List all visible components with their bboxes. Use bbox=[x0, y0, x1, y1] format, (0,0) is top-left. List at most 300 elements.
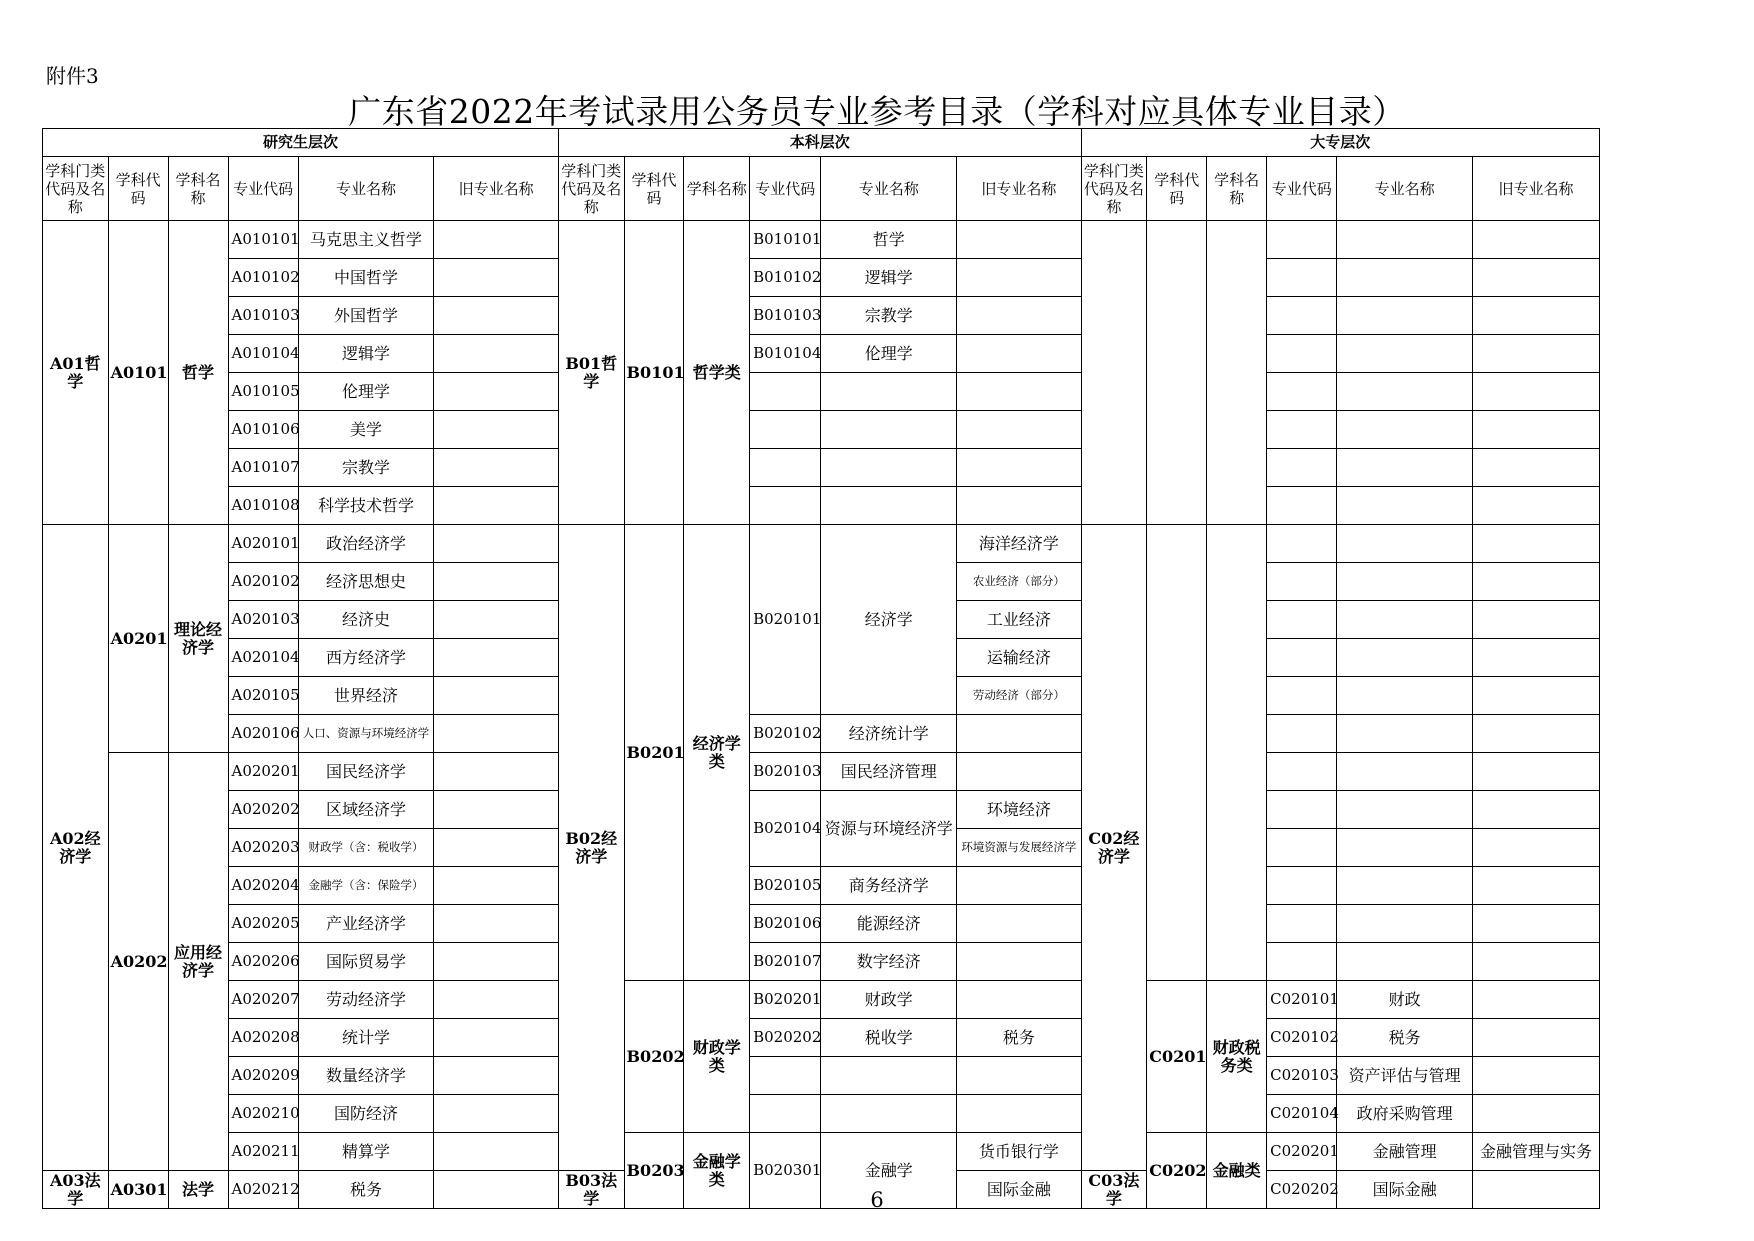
table-row bbox=[43, 335, 1600, 373]
empty-cell bbox=[1267, 259, 1337, 297]
table-cell: 哲学类 bbox=[684, 221, 750, 525]
empty-cell bbox=[957, 715, 1082, 753]
table-cell: 区域经济学 bbox=[298, 791, 434, 829]
table-cell: B020202 bbox=[750, 1019, 821, 1057]
empty-cell bbox=[1267, 373, 1337, 411]
table-cell: 财政学 bbox=[821, 981, 957, 1019]
table-cell: C020104 bbox=[1267, 1095, 1337, 1133]
table-cell: 理论经济学 bbox=[168, 525, 228, 753]
table-cell: C0202 bbox=[1147, 1133, 1207, 1209]
table-cell: 逻辑学 bbox=[821, 259, 957, 297]
table-cell: 中国哲学 bbox=[298, 259, 434, 297]
empty-cell bbox=[1337, 449, 1473, 487]
empty-cell bbox=[957, 487, 1082, 525]
table-cell: B020103 bbox=[750, 753, 821, 791]
table-row bbox=[43, 867, 1600, 905]
table-cell: 人口、资源与环境经济学 bbox=[298, 715, 434, 753]
empty-cell bbox=[1473, 221, 1600, 259]
table-viewport bbox=[42, 128, 1602, 1208]
empty-cell bbox=[750, 373, 821, 411]
table-cell: A020104 bbox=[228, 639, 298, 677]
table-cell: 环境资源与发展经济学 bbox=[957, 829, 1082, 867]
empty-cell bbox=[1267, 411, 1337, 449]
table-cell: A020202 bbox=[228, 791, 298, 829]
table-cell: 环境经济 bbox=[957, 791, 1082, 829]
table-cell: 科学技术哲学 bbox=[298, 487, 434, 525]
empty-cell bbox=[1473, 373, 1600, 411]
table-cell: 劳动经济（部分） bbox=[957, 677, 1082, 715]
table-cell: A020203 bbox=[228, 829, 298, 867]
table-cell: A020206 bbox=[228, 943, 298, 981]
table-cell: B020104 bbox=[750, 791, 821, 867]
table-cell: 海洋经济学 bbox=[957, 525, 1082, 563]
table-cell: 能源经济 bbox=[821, 905, 957, 943]
empty-cell bbox=[1267, 335, 1337, 373]
table-cell: C020201 bbox=[1267, 1133, 1337, 1171]
empty-cell bbox=[957, 373, 1082, 411]
empty-cell bbox=[434, 829, 559, 867]
empty-cell bbox=[434, 335, 559, 373]
table-cell: 宗教学 bbox=[821, 297, 957, 335]
empty-cell bbox=[1337, 297, 1473, 335]
empty-cell bbox=[1473, 1095, 1600, 1133]
col-header-major-code: 专业代码 bbox=[1267, 157, 1337, 221]
empty-cell bbox=[1207, 525, 1267, 981]
empty-cell bbox=[434, 1133, 559, 1171]
empty-cell bbox=[434, 1019, 559, 1057]
table-cell: A010108 bbox=[228, 487, 298, 525]
table-cell: A020205 bbox=[228, 905, 298, 943]
col-header-discipline-name: 学科名称 bbox=[168, 157, 228, 221]
table-cell: 财政学（含：税收学） bbox=[298, 829, 434, 867]
table-cell: 农业经济（部分） bbox=[957, 563, 1082, 601]
table-cell: B020106 bbox=[750, 905, 821, 943]
col-header-major-name: 专业名称 bbox=[821, 157, 957, 221]
page-number: 6 bbox=[870, 1188, 884, 1212]
empty-cell bbox=[1337, 221, 1473, 259]
column-header-row bbox=[43, 157, 1600, 221]
table-cell: C0201 bbox=[1147, 981, 1207, 1133]
table-row bbox=[43, 411, 1600, 449]
empty-cell bbox=[1473, 449, 1600, 487]
empty-cell bbox=[1267, 449, 1337, 487]
table-cell: 金融管理 bbox=[1337, 1133, 1473, 1171]
empty-cell bbox=[434, 1057, 559, 1095]
empty-cell bbox=[1473, 715, 1600, 753]
empty-cell bbox=[1473, 905, 1600, 943]
empty-cell bbox=[1267, 487, 1337, 525]
empty-cell bbox=[1267, 867, 1337, 905]
table-cell: 政治经济学 bbox=[298, 525, 434, 563]
table-row bbox=[43, 791, 1600, 829]
table-cell: A020209 bbox=[228, 1057, 298, 1095]
empty-cell bbox=[1473, 1057, 1600, 1095]
table-cell: 财政税务类 bbox=[1207, 981, 1267, 1133]
table-cell: A0101 bbox=[108, 221, 168, 525]
empty-cell bbox=[821, 1095, 957, 1133]
empty-cell bbox=[434, 373, 559, 411]
empty-cell bbox=[434, 791, 559, 829]
table-cell: 伦理学 bbox=[821, 335, 957, 373]
col-header-old-major-name: 旧专业名称 bbox=[957, 157, 1082, 221]
table-cell: B020201 bbox=[750, 981, 821, 1019]
col-header-discipline-code: 学科代码 bbox=[1147, 157, 1207, 221]
table-row bbox=[43, 259, 1600, 297]
table-cell: 资产评估与管理 bbox=[1337, 1057, 1473, 1095]
empty-cell bbox=[434, 1095, 559, 1133]
table-row bbox=[43, 297, 1600, 335]
empty-cell bbox=[434, 905, 559, 943]
table-cell: 逻辑学 bbox=[298, 335, 434, 373]
table-cell: C020103 bbox=[1267, 1057, 1337, 1095]
empty-cell bbox=[1267, 639, 1337, 677]
table-cell: A0201 bbox=[108, 525, 168, 753]
table-cell: 货币银行学 bbox=[957, 1133, 1082, 1171]
empty-cell bbox=[434, 221, 559, 259]
level-undergraduate: 本科层次 bbox=[558, 129, 1081, 157]
empty-cell bbox=[1267, 753, 1337, 791]
empty-cell bbox=[1267, 525, 1337, 563]
table-cell: A010102 bbox=[228, 259, 298, 297]
table-cell: 经济史 bbox=[298, 601, 434, 639]
empty-cell bbox=[1337, 715, 1473, 753]
table-cell: A010103 bbox=[228, 297, 298, 335]
table-cell: A010107 bbox=[228, 449, 298, 487]
table-cell: 财政学类 bbox=[684, 981, 750, 1133]
empty-cell bbox=[434, 411, 559, 449]
table-cell: 哲学 bbox=[168, 221, 228, 525]
empty-cell bbox=[1473, 563, 1600, 601]
table-cell: 统计学 bbox=[298, 1019, 434, 1057]
table-row bbox=[43, 715, 1600, 753]
empty-cell bbox=[1337, 943, 1473, 981]
empty-cell bbox=[1473, 639, 1600, 677]
table-cell: A020204 bbox=[228, 867, 298, 905]
empty-cell bbox=[957, 753, 1082, 791]
table-row bbox=[43, 1057, 1600, 1095]
col-header-category: 学科门类代码及名称 bbox=[43, 157, 109, 221]
empty-cell bbox=[957, 221, 1082, 259]
table-cell: A03法学 bbox=[43, 1171, 109, 1209]
table-cell: 宗教学 bbox=[298, 449, 434, 487]
empty-cell bbox=[1267, 829, 1337, 867]
empty-cell bbox=[1337, 563, 1473, 601]
empty-cell bbox=[957, 905, 1082, 943]
table-cell: 金融类 bbox=[1207, 1133, 1267, 1209]
table-cell: 国际贸易学 bbox=[298, 943, 434, 981]
empty-cell bbox=[957, 981, 1082, 1019]
table-row bbox=[43, 1019, 1600, 1057]
table-cell: A020201 bbox=[228, 753, 298, 791]
table-cell: A020212 bbox=[228, 1171, 298, 1209]
empty-cell bbox=[434, 525, 559, 563]
empty-cell bbox=[1337, 601, 1473, 639]
col-header-category: 学科门类代码及名称 bbox=[558, 157, 624, 221]
table-cell: 财政 bbox=[1337, 981, 1473, 1019]
table-cell: 金融学类 bbox=[684, 1133, 750, 1209]
table-cell: B010102 bbox=[750, 259, 821, 297]
empty-cell bbox=[1267, 563, 1337, 601]
empty-cell bbox=[1473, 335, 1600, 373]
empty-cell bbox=[957, 943, 1082, 981]
table-row bbox=[43, 1095, 1600, 1133]
empty-cell bbox=[750, 411, 821, 449]
table-row bbox=[43, 487, 1600, 525]
table-cell: 税收学 bbox=[821, 1019, 957, 1057]
table-cell: C020101 bbox=[1267, 981, 1337, 1019]
major-catalog-table bbox=[42, 128, 1600, 1209]
empty-cell bbox=[1207, 221, 1267, 525]
table-cell: A020211 bbox=[228, 1133, 298, 1171]
empty-cell bbox=[434, 259, 559, 297]
empty-cell bbox=[1337, 905, 1473, 943]
table-cell: 国际金融 bbox=[957, 1171, 1082, 1209]
empty-cell bbox=[1267, 297, 1337, 335]
table-cell: 国防经济 bbox=[298, 1095, 434, 1133]
empty-cell bbox=[1473, 1019, 1600, 1057]
table-cell: B020301 bbox=[750, 1133, 821, 1209]
table-cell: 马克思主义哲学 bbox=[298, 221, 434, 259]
table-cell: A02经济学 bbox=[43, 525, 109, 1171]
table-cell: 金融管理与实务 bbox=[1473, 1133, 1600, 1171]
table-cell: 经济统计学 bbox=[821, 715, 957, 753]
col-header-old-major-name: 旧专业名称 bbox=[1473, 157, 1600, 221]
table-row bbox=[43, 525, 1600, 563]
table-cell: 金融学（含：保险学） bbox=[298, 867, 434, 905]
empty-cell bbox=[1337, 867, 1473, 905]
table-cell: 工业经济 bbox=[957, 601, 1082, 639]
table-row bbox=[43, 1133, 1600, 1171]
empty-cell bbox=[1337, 373, 1473, 411]
col-header-discipline-code: 学科代码 bbox=[108, 157, 168, 221]
empty-cell bbox=[1337, 525, 1473, 563]
table-cell: 商务经济学 bbox=[821, 867, 957, 905]
table-cell: A01哲学 bbox=[43, 221, 109, 525]
col-header-major-name: 专业名称 bbox=[1337, 157, 1473, 221]
table-row bbox=[43, 373, 1600, 411]
empty-cell bbox=[957, 335, 1082, 373]
empty-cell bbox=[1267, 221, 1337, 259]
table-cell: A020106 bbox=[228, 715, 298, 753]
table-cell: A020210 bbox=[228, 1095, 298, 1133]
table-cell: 世界经济 bbox=[298, 677, 434, 715]
empty-cell bbox=[1337, 335, 1473, 373]
table-cell: A0301 bbox=[108, 1171, 168, 1209]
empty-cell bbox=[957, 1057, 1082, 1095]
table-cell: 精算学 bbox=[298, 1133, 434, 1171]
table-cell: A020102 bbox=[228, 563, 298, 601]
empty-cell bbox=[434, 753, 559, 791]
table-body bbox=[43, 129, 1600, 1209]
table-cell: A020101 bbox=[228, 525, 298, 563]
table-cell: 国民经济学 bbox=[298, 753, 434, 791]
empty-cell bbox=[434, 487, 559, 525]
table-cell: B01哲学 bbox=[558, 221, 624, 525]
col-header-major-name: 专业名称 bbox=[298, 157, 434, 221]
table-cell: A020208 bbox=[228, 1019, 298, 1057]
empty-cell bbox=[434, 449, 559, 487]
empty-cell bbox=[434, 715, 559, 753]
table-cell: 伦理学 bbox=[298, 373, 434, 411]
table-cell: 金融学 bbox=[821, 1133, 957, 1209]
table-cell: C020102 bbox=[1267, 1019, 1337, 1057]
empty-cell bbox=[1267, 715, 1337, 753]
col-header-category: 学科门类代码及名称 bbox=[1081, 157, 1147, 221]
table-cell: 国民经济管理 bbox=[821, 753, 957, 791]
empty-cell bbox=[1337, 487, 1473, 525]
table-cell: 劳动经济学 bbox=[298, 981, 434, 1019]
empty-cell bbox=[957, 411, 1082, 449]
table-cell: 税务 bbox=[957, 1019, 1082, 1057]
table-cell: 政府采购管理 bbox=[1337, 1095, 1473, 1133]
table-cell: A010104 bbox=[228, 335, 298, 373]
empty-cell bbox=[1267, 601, 1337, 639]
empty-cell bbox=[1473, 601, 1600, 639]
table-cell: 数字经济 bbox=[821, 943, 957, 981]
table-row bbox=[43, 449, 1600, 487]
empty-cell bbox=[1337, 677, 1473, 715]
table-cell: 应用经济学 bbox=[168, 753, 228, 1171]
table-cell: 数量经济学 bbox=[298, 1057, 434, 1095]
empty-cell bbox=[1473, 487, 1600, 525]
table-cell: 经济思想史 bbox=[298, 563, 434, 601]
empty-cell bbox=[750, 1057, 821, 1095]
empty-cell bbox=[957, 297, 1082, 335]
empty-cell bbox=[434, 943, 559, 981]
attachment-label: 附件3 bbox=[46, 64, 99, 88]
col-header-old-major-name: 旧专业名称 bbox=[434, 157, 559, 221]
empty-cell bbox=[1473, 297, 1600, 335]
col-header-discipline-name: 学科名称 bbox=[684, 157, 750, 221]
table-cell: 资源与环境经济学 bbox=[821, 791, 957, 867]
table-cell: A010101 bbox=[228, 221, 298, 259]
empty-cell bbox=[1081, 221, 1147, 525]
empty-cell bbox=[1147, 221, 1207, 525]
table-cell: A010106 bbox=[228, 411, 298, 449]
table-row bbox=[43, 943, 1600, 981]
table-cell: 经济学类 bbox=[684, 525, 750, 981]
table-cell: 哲学 bbox=[821, 221, 957, 259]
empty-cell bbox=[1267, 943, 1337, 981]
empty-cell bbox=[434, 677, 559, 715]
table-row bbox=[43, 221, 1600, 259]
table-row bbox=[43, 905, 1600, 943]
table-row bbox=[43, 753, 1600, 791]
empty-cell bbox=[1473, 867, 1600, 905]
table-cell: C02经济学 bbox=[1081, 525, 1147, 1171]
empty-cell bbox=[1337, 791, 1473, 829]
empty-cell bbox=[957, 867, 1082, 905]
empty-cell bbox=[1473, 753, 1600, 791]
table-cell: 外国哲学 bbox=[298, 297, 434, 335]
empty-cell bbox=[1337, 639, 1473, 677]
table-cell: 税务 bbox=[298, 1171, 434, 1209]
col-header-major-code: 专业代码 bbox=[750, 157, 821, 221]
empty-cell bbox=[1473, 411, 1600, 449]
table-cell: 西方经济学 bbox=[298, 639, 434, 677]
empty-cell bbox=[1473, 981, 1600, 1019]
level-graduate: 研究生层次 bbox=[43, 129, 559, 157]
table-cell: B020107 bbox=[750, 943, 821, 981]
empty-cell bbox=[434, 563, 559, 601]
empty-cell bbox=[1473, 525, 1600, 563]
empty-cell bbox=[1147, 525, 1207, 981]
level-college: 大专层次 bbox=[1081, 129, 1599, 157]
table-cell: A020103 bbox=[228, 601, 298, 639]
table-cell: B020105 bbox=[750, 867, 821, 905]
table-cell: B010104 bbox=[750, 335, 821, 373]
empty-cell bbox=[750, 449, 821, 487]
table-cell: 美学 bbox=[298, 411, 434, 449]
empty-cell bbox=[434, 981, 559, 1019]
empty-cell bbox=[821, 411, 957, 449]
empty-cell bbox=[750, 1095, 821, 1133]
table-cell: 法学 bbox=[168, 1171, 228, 1209]
table-cell: C03法学 bbox=[1081, 1171, 1147, 1209]
col-header-discipline-name: 学科名称 bbox=[1207, 157, 1267, 221]
table-cell: 税务 bbox=[1337, 1019, 1473, 1057]
table-cell: B0201 bbox=[624, 525, 684, 981]
table-cell: C020202 bbox=[1267, 1171, 1337, 1209]
table-cell: 国际金融 bbox=[1337, 1171, 1473, 1209]
col-header-discipline-code: 学科代码 bbox=[624, 157, 684, 221]
table-cell: B010101 bbox=[750, 221, 821, 259]
empty-cell bbox=[1473, 829, 1600, 867]
table-cell: 产业经济学 bbox=[298, 905, 434, 943]
table-cell: B020102 bbox=[750, 715, 821, 753]
table-cell: B03法学 bbox=[558, 1171, 624, 1209]
empty-cell bbox=[1473, 677, 1600, 715]
empty-cell bbox=[1267, 677, 1337, 715]
empty-cell bbox=[1337, 259, 1473, 297]
empty-cell bbox=[434, 601, 559, 639]
empty-cell bbox=[1337, 411, 1473, 449]
empty-cell bbox=[1267, 791, 1337, 829]
empty-cell bbox=[434, 867, 559, 905]
empty-cell bbox=[957, 1095, 1082, 1133]
document-title: 广东省2022年考试录用公务员专业参考目录（学科对应具体专业目录） bbox=[348, 92, 1406, 131]
empty-cell bbox=[1473, 259, 1600, 297]
col-header-major-code: 专业代码 bbox=[228, 157, 298, 221]
table-cell: B0202 bbox=[624, 981, 684, 1133]
empty-cell bbox=[1337, 753, 1473, 791]
empty-cell bbox=[821, 373, 957, 411]
table-cell: A010105 bbox=[228, 373, 298, 411]
table-cell: A0202 bbox=[108, 753, 168, 1171]
empty-cell bbox=[1473, 791, 1600, 829]
table-cell: B020101 bbox=[750, 525, 821, 715]
empty-cell bbox=[1267, 905, 1337, 943]
empty-cell bbox=[957, 259, 1082, 297]
empty-cell bbox=[434, 639, 559, 677]
empty-cell bbox=[821, 449, 957, 487]
table-row bbox=[43, 981, 1600, 1019]
empty-cell bbox=[957, 449, 1082, 487]
table-cell: B0203 bbox=[624, 1133, 684, 1209]
table-cell: B010103 bbox=[750, 297, 821, 335]
empty-cell bbox=[1337, 829, 1473, 867]
level-header-row bbox=[43, 129, 1600, 157]
empty-cell bbox=[1473, 943, 1600, 981]
empty-cell bbox=[821, 1057, 957, 1095]
table-cell: B02经济学 bbox=[558, 525, 624, 1171]
table-cell: 运输经济 bbox=[957, 639, 1082, 677]
empty-cell bbox=[821, 487, 957, 525]
table-cell: B0101 bbox=[624, 221, 684, 525]
table-cell: 经济学 bbox=[821, 525, 957, 715]
empty-cell bbox=[750, 487, 821, 525]
empty-cell bbox=[434, 297, 559, 335]
